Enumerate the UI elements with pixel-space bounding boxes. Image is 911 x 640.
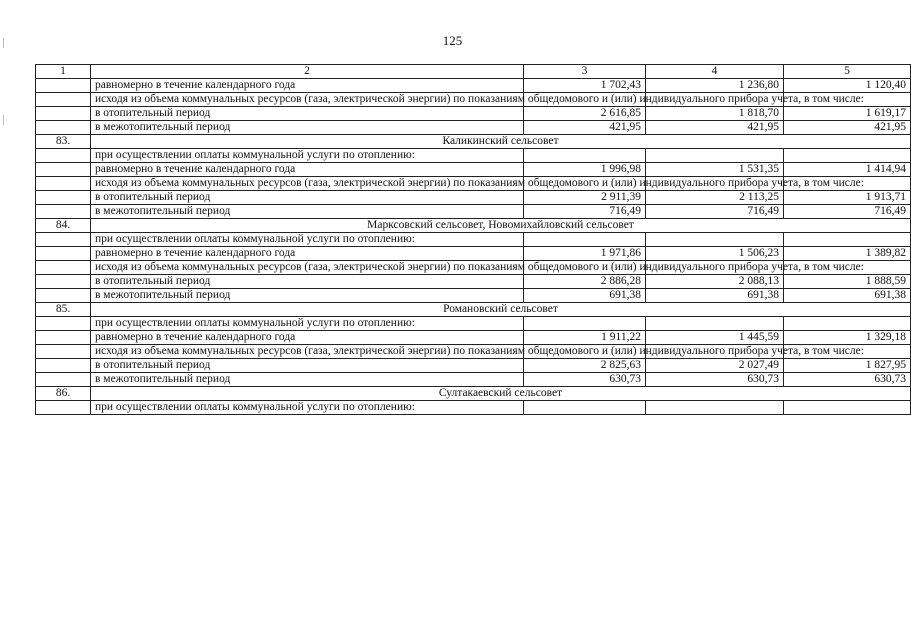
row-value-col5: 421,95	[784, 121, 911, 135]
row-label: исходя из объема коммунальных ресурсов (газа, электрической энергии) по показаниям общедомового и (или) индивидуального прибора учета, в том числе:	[91, 345, 524, 359]
table-row	[36, 345, 911, 359]
table-row	[36, 121, 911, 135]
table-row	[36, 93, 911, 107]
row-label: в межотопительный период	[91, 373, 524, 387]
page-number: 125	[442, 33, 463, 48]
table-row	[36, 191, 911, 205]
row-value-col5: 1 414,94	[784, 163, 911, 177]
row-value-col4: 1 236,80	[646, 79, 784, 93]
row-value-col4: 691,38	[646, 289, 784, 303]
row-value-col5: 1 120,40	[784, 79, 911, 93]
table-row	[36, 331, 911, 345]
section-index: 83.	[36, 135, 91, 149]
table-row	[36, 177, 911, 191]
row-value-col3: 1 911,22	[524, 331, 646, 345]
section-title: Романовский сельсовет	[91, 303, 911, 317]
row-value-col3: 630,73	[524, 373, 646, 387]
row-index-cell	[36, 345, 91, 359]
row-value-col3: 2 825,63	[524, 359, 646, 373]
row-value-col3: 1 971,86	[524, 247, 646, 261]
row-value-col3	[524, 317, 646, 331]
row-value-col4: 716,49	[646, 205, 784, 219]
table-row	[36, 149, 911, 163]
row-index-cell	[36, 289, 91, 303]
row-index-cell	[36, 205, 91, 219]
section-title: Марксовский сельсовет, Новомихайловский сельсовет	[91, 219, 911, 233]
row-value-col5	[784, 149, 911, 163]
row-value-col4	[646, 149, 784, 163]
row-value-col4	[646, 317, 784, 331]
row-value-col3: 691,38	[524, 289, 646, 303]
table-row	[36, 163, 911, 177]
row-value-col3	[524, 233, 646, 247]
row-value-col4: 630,73	[646, 373, 784, 387]
row-label: равномерно в течение календарного года	[91, 79, 524, 93]
table-row	[36, 261, 911, 275]
section-title: Султакаевский сельсовет	[91, 387, 911, 401]
row-value-col4: 1 445,59	[646, 331, 784, 345]
section-title: Каликинский сельсовет	[91, 135, 911, 149]
section-header-row	[36, 303, 911, 317]
row-index-cell	[36, 107, 91, 121]
table-row	[36, 373, 911, 387]
column-header-2: 2	[91, 65, 524, 79]
row-value-col4: 1 506,23	[646, 247, 784, 261]
row-index-cell	[36, 177, 91, 191]
row-value-col5: 716,49	[784, 205, 911, 219]
row-value-col4: 1 818,70	[646, 107, 784, 121]
table-row	[36, 359, 911, 373]
section-header-row	[36, 135, 911, 149]
row-index-cell	[36, 331, 91, 345]
row-value-col3: 2 886,28	[524, 275, 646, 289]
row-label: в отопительный период	[91, 191, 524, 205]
row-index-cell	[36, 233, 91, 247]
row-value-col5: 691,38	[784, 289, 911, 303]
row-value-col5	[784, 401, 911, 415]
table-row	[36, 233, 911, 247]
row-value-col3: 2 911,39	[524, 191, 646, 205]
margin-mark	[3, 115, 4, 125]
row-value-col5	[784, 317, 911, 331]
table-row	[36, 205, 911, 219]
row-index-cell	[36, 275, 91, 289]
row-index-cell	[36, 79, 91, 93]
row-index-cell	[36, 261, 91, 275]
row-label: в отопительный период	[91, 107, 524, 121]
row-value-col4: 1 531,35	[646, 163, 784, 177]
header-row	[36, 65, 911, 79]
row-label: в межотопительный период	[91, 121, 524, 135]
row-value-col3: 421,95	[524, 121, 646, 135]
row-label: в межотопительный период	[91, 205, 524, 219]
table-row	[36, 317, 911, 331]
row-label: в межотопительный период	[91, 289, 524, 303]
row-label: при осуществлении оплаты коммунальной услуги по отоплению:	[91, 233, 524, 247]
row-label: в отопительный период	[91, 359, 524, 373]
row-value-col3	[524, 401, 646, 415]
row-value-col5: 1 619,17	[784, 107, 911, 121]
row-index-cell	[36, 373, 91, 387]
column-header-4: 4	[646, 65, 784, 79]
row-label: равномерно в течение календарного года	[91, 331, 524, 345]
row-value-col4: 421,95	[646, 121, 784, 135]
table-row	[36, 107, 911, 121]
table-row	[36, 289, 911, 303]
row-value-col4	[646, 401, 784, 415]
row-label: при осуществлении оплаты коммунальной услуги по отоплению:	[91, 149, 524, 163]
row-value-col5: 630,73	[784, 373, 911, 387]
row-label: равномерно в течение календарного года	[91, 163, 524, 177]
table-row	[36, 401, 911, 415]
row-value-col5	[784, 233, 911, 247]
row-value-col3: 2 616,85	[524, 107, 646, 121]
row-index-cell	[36, 93, 91, 107]
column-header-1: 1	[36, 65, 91, 79]
row-value-col3	[524, 149, 646, 163]
row-label: исходя из объема коммунальных ресурсов (газа, электрической энергии) по показаниям общедомового и (или) индивидуального прибора учета, в том числе:	[91, 93, 524, 107]
row-label: равномерно в течение календарного года	[91, 247, 524, 261]
column-header-3: 3	[524, 65, 646, 79]
row-index-cell	[36, 359, 91, 373]
row-index-cell	[36, 247, 91, 261]
row-value-col3: 716,49	[524, 205, 646, 219]
table-body	[36, 65, 911, 415]
row-value-col3: 1 996,98	[524, 163, 646, 177]
section-header-row	[36, 219, 911, 233]
row-index-cell	[36, 121, 91, 135]
row-value-col4	[646, 233, 784, 247]
row-index-cell	[36, 401, 91, 415]
table-row	[36, 79, 911, 93]
row-index-cell	[36, 149, 91, 163]
table-row	[36, 247, 911, 261]
table-row	[36, 275, 911, 289]
row-value-col5: 1 888,59	[784, 275, 911, 289]
section-index: 84.	[36, 219, 91, 233]
row-value-col5: 1 913,71	[784, 191, 911, 205]
row-value-col4: 2 088,13	[646, 275, 784, 289]
row-value-col4: 2 113,25	[646, 191, 784, 205]
row-label: при осуществлении оплаты коммунальной услуги по отоплению:	[91, 317, 524, 331]
margin-mark	[3, 38, 4, 48]
section-header-row	[36, 387, 911, 401]
row-value-col5: 1 827,95	[784, 359, 911, 373]
row-value-col5: 1 329,18	[784, 331, 911, 345]
column-header-5: 5	[784, 65, 911, 79]
row-label: при осуществлении оплаты коммунальной услуги по отоплению:	[91, 401, 524, 415]
row-label: исходя из объема коммунальных ресурсов (газа, электрической энергии) по показаниям общедомового и (или) индивидуального прибора учета, в том числе:	[91, 261, 524, 275]
row-index-cell	[36, 163, 91, 177]
row-label: в отопительный период	[91, 275, 524, 289]
row-value-col4: 2 027,49	[646, 359, 784, 373]
section-index: 86.	[36, 387, 91, 401]
row-label: исходя из объема коммунальных ресурсов (газа, электрической энергии) по показаниям общедомового и (или) индивидуального прибора учета, в том числе:	[91, 177, 524, 191]
row-index-cell	[36, 191, 91, 205]
row-index-cell	[36, 317, 91, 331]
row-value-col5: 1 389,82	[784, 247, 911, 261]
tariff-table	[35, 64, 911, 415]
section-index: 85.	[36, 303, 91, 317]
row-value-col3: 1 702,43	[524, 79, 646, 93]
